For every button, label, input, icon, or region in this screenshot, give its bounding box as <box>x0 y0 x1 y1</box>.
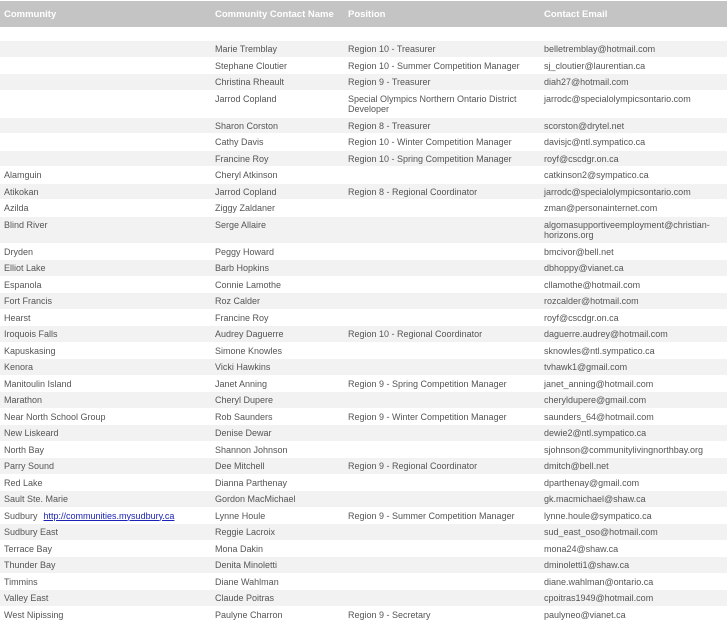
contact-email-cell: royf@cscdgr.on.ca <box>540 151 727 167</box>
community-name: Manitoulin Island <box>4 378 72 389</box>
contact-name-cell: Janet Anning <box>211 376 344 392</box>
contact-email-cell: sjohnson@communitylivingnorthbay.org <box>540 442 727 458</box>
community-cell <box>0 310 211 326</box>
position-cell <box>344 541 540 557</box>
community-cell <box>0 326 211 342</box>
community-name: Timmins <box>4 576 38 587</box>
community-name: Near North School Group <box>4 411 106 422</box>
table-row <box>0 425 727 441</box>
community-cell <box>0 409 211 425</box>
table-row <box>0 58 727 74</box>
table-row <box>0 491 727 507</box>
community-name: West Nipissing <box>4 609 64 620</box>
contact-name-cell: Jarrod Copland <box>211 184 344 200</box>
contact-name-cell: Francine Roy <box>211 310 344 326</box>
position-cell <box>344 491 540 507</box>
position-cell: Region 10 - Spring Competition Manager <box>344 151 540 167</box>
position-cell <box>344 475 540 491</box>
contact-name-cell: Reggie Lacroix <box>211 524 344 540</box>
community-cell <box>0 118 211 134</box>
community-cell <box>0 260 211 276</box>
position-cell: Region 10 - Summer Competition Manager <box>344 58 540 74</box>
position-cell <box>344 310 540 326</box>
table-row <box>0 184 727 200</box>
table-row <box>0 74 727 90</box>
table-row <box>0 574 727 590</box>
contact-name-cell: Rob Saunders <box>211 409 344 425</box>
contact-name-cell: Sharon Corston <box>211 118 344 134</box>
table-row <box>0 409 727 425</box>
table-row <box>0 475 727 491</box>
contact-email-cell: diah27@hotmail.com <box>540 74 727 90</box>
contact-email-cell: cllamothe@hotmail.com <box>540 277 727 293</box>
community-cell <box>0 74 211 90</box>
table-body <box>0 28 727 622</box>
community-cell <box>0 491 211 507</box>
table-row <box>0 167 727 183</box>
position-cell: Region 9 - Spring Competition Manager <box>344 376 540 392</box>
community-cell <box>0 574 211 590</box>
community-name: Fort Francis <box>4 296 53 306</box>
position-cell: Region 9 - Regional Coordinator <box>344 458 540 474</box>
community-cell <box>0 217 211 243</box>
community-cell <box>0 134 211 150</box>
contact-name-cell: Dianna Parthenay <box>211 475 344 491</box>
community-cell <box>0 359 211 375</box>
community-name: Thunder Bay <box>4 560 56 570</box>
contact-name-cell: Stephane Cloutier <box>211 58 344 74</box>
contact-name-cell: Cathy Davis <box>211 134 344 150</box>
community-cell <box>0 58 211 74</box>
community-cell <box>0 458 211 474</box>
position-cell <box>344 343 540 359</box>
position-cell <box>344 200 540 216</box>
community-cell <box>0 167 211 183</box>
community-cell <box>0 343 211 359</box>
header-contact-name: Community Contact Name <box>211 1 344 27</box>
contact-name-cell: Claude Poitras <box>211 590 344 606</box>
position-cell <box>344 167 540 183</box>
table-row <box>0 310 727 326</box>
community-name: Azilda <box>4 203 29 213</box>
contact-name-cell: Barb Hopkins <box>211 260 344 276</box>
position-cell: Region 9 - Treasurer <box>344 74 540 90</box>
contact-name-cell: Mona Dakin <box>211 541 344 557</box>
table-header <box>0 1 727 27</box>
community-name: Terrace Bay <box>4 543 53 554</box>
position-cell: Region 9 - Summer Competition Manager <box>344 508 540 524</box>
table-row <box>0 260 727 276</box>
position-cell <box>344 392 540 408</box>
table-row <box>0 293 727 309</box>
contact-name-cell: Paulyne Charron <box>211 607 344 623</box>
position-cell <box>344 277 540 293</box>
community-cell <box>0 184 211 200</box>
community-cell <box>0 151 211 167</box>
community-cell <box>0 508 211 524</box>
community-cell <box>0 376 211 392</box>
contact-name-cell: Cheryl Dupere <box>211 392 344 408</box>
contact-email-cell: zman@personainternet.com <box>540 200 727 216</box>
contact-name-cell: Marie Tremblay <box>211 41 344 57</box>
community-cell <box>0 541 211 557</box>
contact-email-cell: davisjc@ntl.sympatico.ca <box>540 134 727 150</box>
table-row <box>0 376 727 392</box>
contact-email-cell: saunders_64@hotmail.com <box>540 409 727 425</box>
contact-email-cell: dmitch@bell.net <box>540 458 727 474</box>
contact-name-cell: Lynne Houle <box>211 508 344 524</box>
table-row <box>0 392 727 408</box>
community-cell <box>0 442 211 458</box>
contact-name-cell: Cheryl Atkinson <box>211 167 344 183</box>
community-cell <box>0 557 211 573</box>
contact-email-cell: sknowles@ntl.sympatico.ca <box>540 343 727 359</box>
contact-email-cell: belletremblay@hotmail.com <box>540 41 727 57</box>
contact-email-cell: lynne.houle@sympatico.ca <box>540 508 727 524</box>
contact-email-cell: tvhawk1@gmail.com <box>540 359 727 375</box>
table-row <box>0 557 727 573</box>
contact-email-cell: cheryldupere@gmail.com <box>540 392 727 408</box>
contact-name-cell: Connie Lamothe <box>211 277 344 293</box>
position-cell: Region 10 - Regional Coordinator <box>344 326 540 342</box>
contact-email-cell: bmcivor@bell.net <box>540 244 727 260</box>
table-row <box>0 41 727 57</box>
community-cell <box>0 524 211 540</box>
community-name: Alamguin <box>4 170 42 180</box>
header-contact-email: Contact Email <box>540 1 727 27</box>
contact-email-cell: algomasupportiveemployment@christian-horizons.org <box>540 217 727 243</box>
contact-email-cell: rozcalder@hotmail.com <box>540 293 727 309</box>
community-name: Valley East <box>4 593 49 603</box>
position-cell <box>344 244 540 260</box>
table-row <box>0 277 727 293</box>
community-name: Iroquois Falls <box>4 329 58 339</box>
contact-email-cell: gk.macmichael@shaw.ca <box>540 491 727 507</box>
table-row <box>0 217 727 243</box>
table-row <box>0 442 727 458</box>
contact-name-cell: Roz Calder <box>211 293 344 309</box>
contact-name-cell: Denise Dewar <box>211 425 344 441</box>
contact-email-cell: jarrodc@specialolympicsontario.com <box>540 91 727 117</box>
position-cell <box>344 359 540 375</box>
community-cell <box>0 392 211 408</box>
community-name: Espanola <box>4 279 42 290</box>
community-cell <box>0 200 211 216</box>
table-row <box>0 200 727 216</box>
header-spacer <box>0 28 727 40</box>
table-row <box>0 91 727 117</box>
community-name: Dryden <box>4 246 34 257</box>
table-row <box>0 359 727 375</box>
table-row <box>0 134 727 150</box>
table-row <box>0 524 727 540</box>
community-name: Elliot Lake <box>4 263 46 273</box>
contact-email-cell: dparthenay@gmail.com <box>540 475 727 491</box>
contact-name-cell: Simone Knowles <box>211 343 344 359</box>
contact-email-cell: dewie2@ntl.sympatico.ca <box>540 425 727 441</box>
contact-email-cell: sj_cloutier@laurentian.ca <box>540 58 727 74</box>
contact-name-cell: Gordon MacMichael <box>211 491 344 507</box>
community-name: Red Lake <box>4 477 43 488</box>
contact-email-cell: jarrodc@specialolympicsontario.com <box>540 184 727 200</box>
position-cell <box>344 524 540 540</box>
position-cell: Region 10 - Winter Competition Manager <box>344 134 540 150</box>
position-cell <box>344 574 540 590</box>
position-cell <box>344 557 540 573</box>
position-cell <box>344 425 540 441</box>
community-name: Atikokan <box>4 186 39 197</box>
position-cell: Region 9 - Secretary <box>344 607 540 623</box>
header-community: Community <box>0 1 211 27</box>
contact-name-cell: Christina Rheault <box>211 74 344 90</box>
contact-name-cell: Vicki Hawkins <box>211 359 344 375</box>
position-cell: Region 8 - Treasurer <box>344 118 540 134</box>
contact-email-cell: paulyneo@vianet.ca <box>540 607 727 623</box>
position-cell <box>344 590 540 606</box>
community-name: Kenora <box>4 362 34 372</box>
table-row <box>0 244 727 260</box>
position-cell <box>344 293 540 309</box>
contact-email-cell: janet_anning@hotmail.com <box>540 376 727 392</box>
community-name: Kapuskasing <box>4 345 56 356</box>
contact-name-cell: Peggy Howard <box>211 244 344 260</box>
table-row <box>0 541 727 557</box>
table-row <box>0 151 727 167</box>
community-cell <box>0 91 211 117</box>
position-cell: Region 9 - Winter Competition Manager <box>344 409 540 425</box>
community-website-link[interactable]: http://communities.mysudbury.ca <box>43 510 175 521</box>
community-name: Hearst <box>4 312 31 323</box>
community-cell <box>0 590 211 606</box>
contact-email-cell: royf@cscdgr.on.ca <box>540 310 727 326</box>
community-cell <box>0 41 211 57</box>
community-cell <box>0 293 211 309</box>
community-name: Sudbury <box>4 510 38 521</box>
table-row <box>0 458 727 474</box>
position-cell <box>344 260 540 276</box>
contact-name-cell: Jarrod Copland <box>211 91 344 117</box>
contact-name-cell: Francine Roy <box>211 151 344 167</box>
contact-email-cell: catkinson2@sympatico.ca <box>540 167 727 183</box>
contact-email-cell: daguerre.audrey@hotmail.com <box>540 326 727 342</box>
contact-name-cell: Ziggy Zaldaner <box>211 200 344 216</box>
community-name: Sault Ste. Marie <box>4 494 69 504</box>
contact-email-cell: cpoitras1949@hotmail.com <box>540 590 727 606</box>
community-cell <box>0 475 211 491</box>
community-name: Marathon <box>4 395 43 405</box>
community-cell <box>0 425 211 441</box>
table-row <box>0 343 727 359</box>
contact-name-cell: Serge Allaire <box>211 217 344 243</box>
contact-email-cell: dbhoppy@vianet.ca <box>540 260 727 276</box>
position-cell: Special Olympics Northern Ontario District Developer <box>344 91 540 117</box>
contact-email-cell: dminoletti1@shaw.ca <box>540 557 727 573</box>
table-row <box>0 118 727 134</box>
header-row <box>0 1 727 27</box>
contact-email-cell: scorston@drytel.net <box>540 118 727 134</box>
position-cell <box>344 442 540 458</box>
contact-name-cell: Denita Minoletti <box>211 557 344 573</box>
community-cell <box>0 607 211 623</box>
community-name: Sudbury East <box>4 527 59 537</box>
table-row <box>0 607 727 623</box>
community-name: North Bay <box>4 444 45 455</box>
table-row <box>0 508 727 524</box>
contact-name-cell: Diane Wahlman <box>211 574 344 590</box>
contact-email-cell: sud_east_oso@hotmail.com <box>540 524 727 540</box>
position-cell: Region 8 - Regional Coordinator <box>344 184 540 200</box>
table-row <box>0 590 727 606</box>
contact-email-cell: diane.wahlman@ontario.ca <box>540 574 727 590</box>
header-position: Position <box>344 1 540 27</box>
contact-name-cell: Dee Mitchell <box>211 458 344 474</box>
community-name: Blind River <box>4 219 48 230</box>
contact-email-cell: mona24@shaw.ca <box>540 541 727 557</box>
contact-name-cell: Audrey Daguerre <box>211 326 344 342</box>
contact-name-cell: Shannon Johnson <box>211 442 344 458</box>
community-name: New Liskeard <box>4 428 59 438</box>
community-name: Parry Sound <box>4 461 55 471</box>
position-cell: Region 10 - Treasurer <box>344 41 540 57</box>
community-cell <box>0 244 211 260</box>
community-cell <box>0 277 211 293</box>
position-cell <box>344 217 540 243</box>
table-row <box>0 326 727 342</box>
